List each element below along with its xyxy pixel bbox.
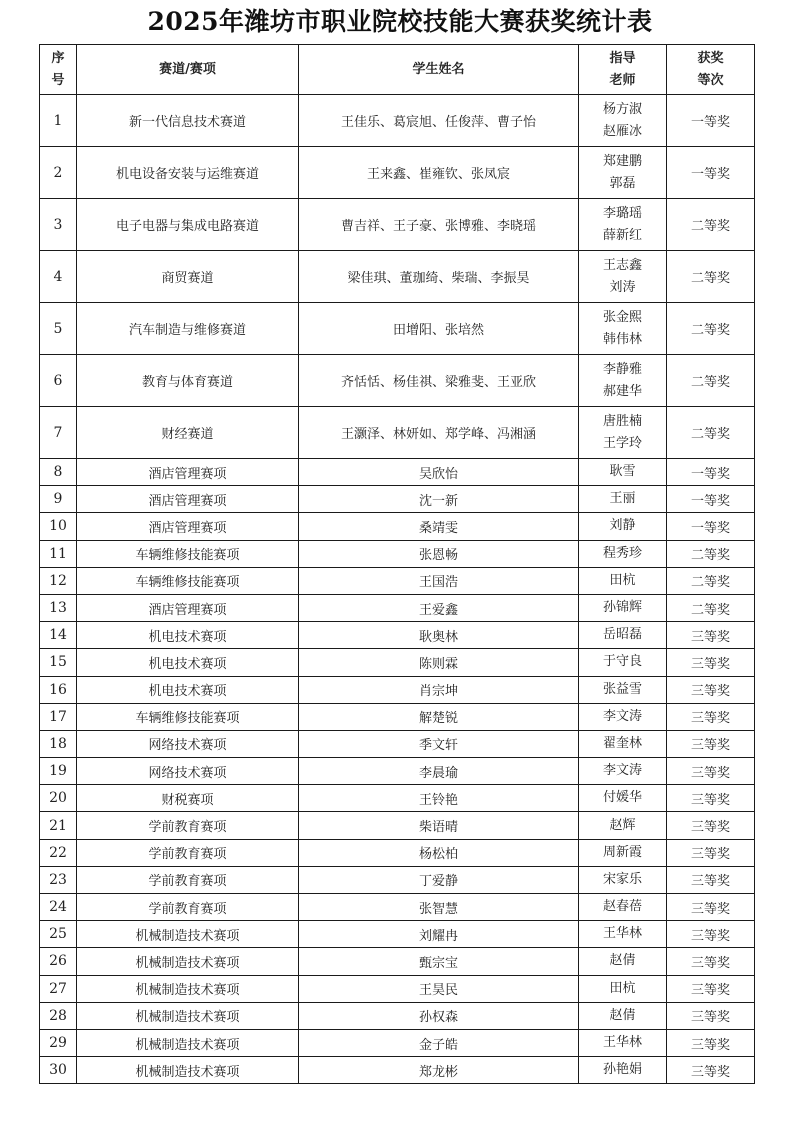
- cell-award: 三等奖: [667, 948, 755, 975]
- cell-event: 财税赛项: [77, 785, 299, 812]
- teacher-name: 于守良: [602, 654, 642, 670]
- cell-award: 三等奖: [667, 730, 755, 757]
- table-row: [40, 407, 755, 459]
- table-row: [40, 1002, 755, 1029]
- cell-students: 王来鑫、崔雍钦、张凤宸: [299, 147, 579, 199]
- cell-students: 郑龙彬: [299, 1057, 579, 1084]
- cell-award: 二等奖: [667, 594, 755, 621]
- cell-award: 三等奖: [667, 622, 755, 649]
- cell-event: 酒店管理赛项: [77, 459, 299, 486]
- cell-index: 16: [40, 676, 77, 703]
- cell-students: 梁佳琪、董珈绮、柴瑞、李振昊: [299, 251, 579, 303]
- table-row: [40, 812, 755, 839]
- cell-teacher: [579, 355, 667, 407]
- cell-index: 14: [40, 622, 77, 649]
- cell-index: 22: [40, 839, 77, 866]
- cell-students: 王爱鑫: [299, 594, 579, 621]
- cell-award: 一等奖: [667, 513, 755, 540]
- cell-students: 桑靖雯: [299, 513, 579, 540]
- cell-index: 25: [40, 921, 77, 948]
- cell-index: 10: [40, 513, 77, 540]
- cell-event: 网络技术赛项: [77, 758, 299, 785]
- cell-students: 季文轩: [299, 730, 579, 757]
- table-row: [40, 459, 755, 486]
- cell-index: 1: [40, 95, 77, 147]
- table-row: [40, 251, 755, 303]
- cell-teacher: [579, 622, 667, 649]
- cell-event: 机械制造技术赛项: [77, 1002, 299, 1029]
- table-row: [40, 975, 755, 1002]
- teacher-name: 李文涛: [602, 763, 642, 779]
- cell-event: 网络技术赛项: [77, 730, 299, 757]
- table-row: [40, 147, 755, 199]
- cell-event: 新一代信息技术赛道: [77, 95, 299, 147]
- table-row: [40, 649, 755, 676]
- cell-award: 一等奖: [667, 147, 755, 199]
- cell-index: 30: [40, 1057, 77, 1084]
- cell-teacher: [579, 785, 667, 812]
- cell-students: 甄宗宝: [299, 948, 579, 975]
- cell-event: 学前教育赛项: [77, 894, 299, 921]
- cell-students: 刘耀冉: [299, 921, 579, 948]
- cell-event: 学前教育赛项: [77, 812, 299, 839]
- cell-award: 三等奖: [667, 785, 755, 812]
- cell-students: 李晨瑜: [299, 758, 579, 785]
- cell-event: 机械制造技术赛项: [77, 975, 299, 1002]
- cell-award: 二等奖: [667, 251, 755, 303]
- teacher-name: 郑建鹏: [602, 153, 642, 169]
- teacher-name: 郝建华: [602, 383, 642, 399]
- cell-award: 二等奖: [667, 567, 755, 594]
- cell-index: 5: [40, 303, 77, 355]
- cell-award: 二等奖: [667, 199, 755, 251]
- cell-teacher: [579, 486, 667, 513]
- teacher-name: 孙锦辉: [602, 600, 642, 616]
- cell-students: 田增阳、张培然: [299, 303, 579, 355]
- teacher-name: 李璐瑶: [602, 205, 642, 221]
- cell-students: 张智慧: [299, 894, 579, 921]
- cell-award: 三等奖: [667, 703, 755, 730]
- table-row: [40, 866, 755, 893]
- cell-index: 26: [40, 948, 77, 975]
- cell-teacher: [579, 1057, 667, 1084]
- cell-students: 吴欣怡: [299, 459, 579, 486]
- cell-teacher: [579, 303, 667, 355]
- cell-index: 19: [40, 758, 77, 785]
- teacher-name: 王志鑫: [602, 257, 642, 273]
- table-row: [40, 948, 755, 975]
- cell-event: 电子电器与集成电路赛道: [77, 199, 299, 251]
- cell-event: 酒店管理赛项: [77, 486, 299, 513]
- cell-students: 丁爱静: [299, 866, 579, 893]
- table-row: [40, 622, 755, 649]
- cell-teacher: [579, 948, 667, 975]
- cell-students: 王佳乐、葛宸旭、任俊萍、曹子怡: [299, 95, 579, 147]
- cell-award: 三等奖: [667, 866, 755, 893]
- cell-index: 7: [40, 407, 77, 459]
- page-title: 2025年潍坊市职业院校技能大赛获奖统计表: [147, 7, 653, 36]
- cell-teacher: [579, 676, 667, 703]
- cell-teacher: [579, 251, 667, 303]
- cell-index: 4: [40, 251, 77, 303]
- teacher-name: 付媛华: [602, 790, 642, 806]
- teacher-name: 赵雁冰: [602, 123, 642, 139]
- teacher-name: 赵春蓓: [602, 899, 642, 915]
- header-index: 序 号: [40, 45, 77, 95]
- cell-students: 解楚锐: [299, 703, 579, 730]
- table-row: [40, 1029, 755, 1056]
- cell-event: 学前教育赛项: [77, 866, 299, 893]
- cell-students: 沈一新: [299, 486, 579, 513]
- cell-index: 6: [40, 355, 77, 407]
- cell-teacher: [579, 758, 667, 785]
- cell-award: 三等奖: [667, 921, 755, 948]
- table-row: [40, 730, 755, 757]
- cell-award: 三等奖: [667, 676, 755, 703]
- cell-event: 酒店管理赛项: [77, 513, 299, 540]
- teacher-name: 王华林: [602, 926, 642, 942]
- table-row: [40, 785, 755, 812]
- cell-index: 28: [40, 1002, 77, 1029]
- cell-index: 9: [40, 486, 77, 513]
- cell-event: 机电技术赛项: [77, 649, 299, 676]
- teacher-name: 田杭: [609, 980, 636, 996]
- cell-event: 机电设备安装与运维赛道: [77, 147, 299, 199]
- cell-event: 机械制造技术赛项: [77, 948, 299, 975]
- header-event: 赛道/赛项: [77, 45, 299, 95]
- cell-teacher: [579, 459, 667, 486]
- cell-award: 三等奖: [667, 839, 755, 866]
- cell-award: 二等奖: [667, 355, 755, 407]
- cell-students: 王国浩: [299, 567, 579, 594]
- teacher-name: 韩伟林: [602, 331, 642, 347]
- cell-index: 20: [40, 785, 77, 812]
- cell-event: 财经赛道: [77, 407, 299, 459]
- cell-students: 孙权森: [299, 1002, 579, 1029]
- teacher-name: 翟奎林: [602, 735, 642, 751]
- cell-teacher: [579, 894, 667, 921]
- cell-index: 21: [40, 812, 77, 839]
- cell-teacher: [579, 513, 667, 540]
- table-row: [40, 95, 755, 147]
- cell-students: 曹吉祥、王子豪、张博雅、李晓瑶: [299, 199, 579, 251]
- header-students: 学生姓名: [299, 45, 579, 95]
- teacher-name: 周新霞: [602, 844, 642, 860]
- cell-award: 三等奖: [667, 812, 755, 839]
- header-award: 获奖 等次: [667, 45, 755, 95]
- table-row: [40, 758, 755, 785]
- teacher-name: 宋家乐: [602, 871, 642, 887]
- cell-award: 三等奖: [667, 649, 755, 676]
- cell-event: 机械制造技术赛项: [77, 1057, 299, 1084]
- cell-teacher: [579, 567, 667, 594]
- teacher-name: 赵倩: [609, 953, 636, 969]
- cell-award: 二等奖: [667, 303, 755, 355]
- cell-teacher: [579, 703, 667, 730]
- teacher-name: 李文涛: [602, 708, 642, 724]
- cell-index: 29: [40, 1029, 77, 1056]
- cell-index: 18: [40, 730, 77, 757]
- cell-event: 教育与体育赛道: [77, 355, 299, 407]
- teacher-name: 孙艳娟: [602, 1062, 642, 1078]
- cell-award: 一等奖: [667, 459, 755, 486]
- cell-award: 三等奖: [667, 1057, 755, 1084]
- teacher-name: 刘静: [609, 518, 636, 534]
- cell-award: 三等奖: [667, 1029, 755, 1056]
- cell-students: 陈则霖: [299, 649, 579, 676]
- table-body: [40, 95, 755, 1084]
- cell-teacher: [579, 1002, 667, 1029]
- cell-index: 15: [40, 649, 77, 676]
- teacher-name: 王学玲: [602, 435, 642, 451]
- cell-event: 机械制造技术赛项: [77, 921, 299, 948]
- teacher-name: 程秀珍: [602, 545, 642, 561]
- teacher-name: 郭磊: [609, 175, 636, 191]
- teacher-name: 唐胜楠: [602, 413, 642, 429]
- cell-teacher: [579, 866, 667, 893]
- table-row: [40, 513, 755, 540]
- cell-students: 王昊民: [299, 975, 579, 1002]
- cell-teacher: [579, 199, 667, 251]
- cell-award: 一等奖: [667, 95, 755, 147]
- table-row: [40, 540, 755, 567]
- cell-teacher: [579, 147, 667, 199]
- cell-index: 13: [40, 594, 77, 621]
- cell-award: 三等奖: [667, 758, 755, 785]
- cell-event: 机械制造技术赛项: [77, 1029, 299, 1056]
- table-row: [40, 839, 755, 866]
- cell-event: 学前教育赛项: [77, 839, 299, 866]
- table-row: [40, 894, 755, 921]
- table-row: [40, 355, 755, 407]
- cell-award: 三等奖: [667, 975, 755, 1002]
- table-row: [40, 1057, 755, 1084]
- table-row: [40, 703, 755, 730]
- cell-teacher: [579, 921, 667, 948]
- cell-teacher: [579, 839, 667, 866]
- header-teacher: 指导 老师: [579, 45, 667, 95]
- teacher-name: 王丽: [609, 491, 636, 507]
- cell-teacher: [579, 407, 667, 459]
- cell-event: 酒店管理赛项: [77, 594, 299, 621]
- table-row: [40, 921, 755, 948]
- table-row: [40, 303, 755, 355]
- cell-teacher: [579, 540, 667, 567]
- cell-event: 车辆维修技能赛项: [77, 703, 299, 730]
- teacher-name: 李静雅: [602, 361, 642, 377]
- cell-award: 二等奖: [667, 407, 755, 459]
- teacher-name: 耿雪: [609, 464, 636, 480]
- cell-index: 11: [40, 540, 77, 567]
- cell-index: 8: [40, 459, 77, 486]
- cell-event: 车辆维修技能赛项: [77, 540, 299, 567]
- cell-teacher: [579, 975, 667, 1002]
- teacher-name: 薛新红: [602, 227, 642, 243]
- cell-index: 17: [40, 703, 77, 730]
- cell-index: 27: [40, 975, 77, 1002]
- cell-teacher: [579, 649, 667, 676]
- cell-teacher: [579, 594, 667, 621]
- teacher-name: 张金熙: [602, 309, 642, 325]
- teacher-name: 田杭: [609, 572, 636, 588]
- cell-students: 张恩畅: [299, 540, 579, 567]
- cell-students: 耿奥林: [299, 622, 579, 649]
- cell-award: 三等奖: [667, 1002, 755, 1029]
- awards-table: [39, 44, 755, 1084]
- teacher-name: 岳昭磊: [602, 627, 642, 643]
- cell-event: 机电技术赛项: [77, 622, 299, 649]
- table-row: [40, 676, 755, 703]
- cell-index: 24: [40, 894, 77, 921]
- cell-students: 肖宗坤: [299, 676, 579, 703]
- cell-students: 杨松柏: [299, 839, 579, 866]
- cell-award: 二等奖: [667, 540, 755, 567]
- cell-index: 2: [40, 147, 77, 199]
- teacher-name: 刘涛: [609, 279, 636, 295]
- table-row: [40, 594, 755, 621]
- cell-teacher: [579, 1029, 667, 1056]
- cell-teacher: [579, 730, 667, 757]
- cell-students: 王灏泽、林妍如、郑学峰、冯湘涵: [299, 407, 579, 459]
- teacher-name: 杨方淑: [602, 101, 642, 117]
- cell-students: 王铃艳: [299, 785, 579, 812]
- cell-students: 柴语晴: [299, 812, 579, 839]
- table-row: [40, 199, 755, 251]
- cell-students: 齐恬恬、杨佳祺、梁雅斐、王亚欣: [299, 355, 579, 407]
- teacher-name: 王华林: [602, 1035, 642, 1051]
- cell-students: 金子皓: [299, 1029, 579, 1056]
- cell-event: 车辆维修技能赛项: [77, 567, 299, 594]
- cell-event: 商贸赛道: [77, 251, 299, 303]
- table-row: [40, 486, 755, 513]
- cell-index: 3: [40, 199, 77, 251]
- cell-event: 汽车制造与维修赛道: [77, 303, 299, 355]
- teacher-name: 赵倩: [609, 1007, 636, 1023]
- cell-index: 23: [40, 866, 77, 893]
- table-header-row: [40, 45, 755, 95]
- cell-teacher: [579, 95, 667, 147]
- cell-award: 一等奖: [667, 486, 755, 513]
- cell-index: 12: [40, 567, 77, 594]
- cell-award: 三等奖: [667, 894, 755, 921]
- table-row: [40, 567, 755, 594]
- cell-teacher: [579, 812, 667, 839]
- teacher-name: 张益雪: [602, 681, 642, 697]
- cell-event: 机电技术赛项: [77, 676, 299, 703]
- teacher-name: 赵辉: [609, 817, 636, 833]
